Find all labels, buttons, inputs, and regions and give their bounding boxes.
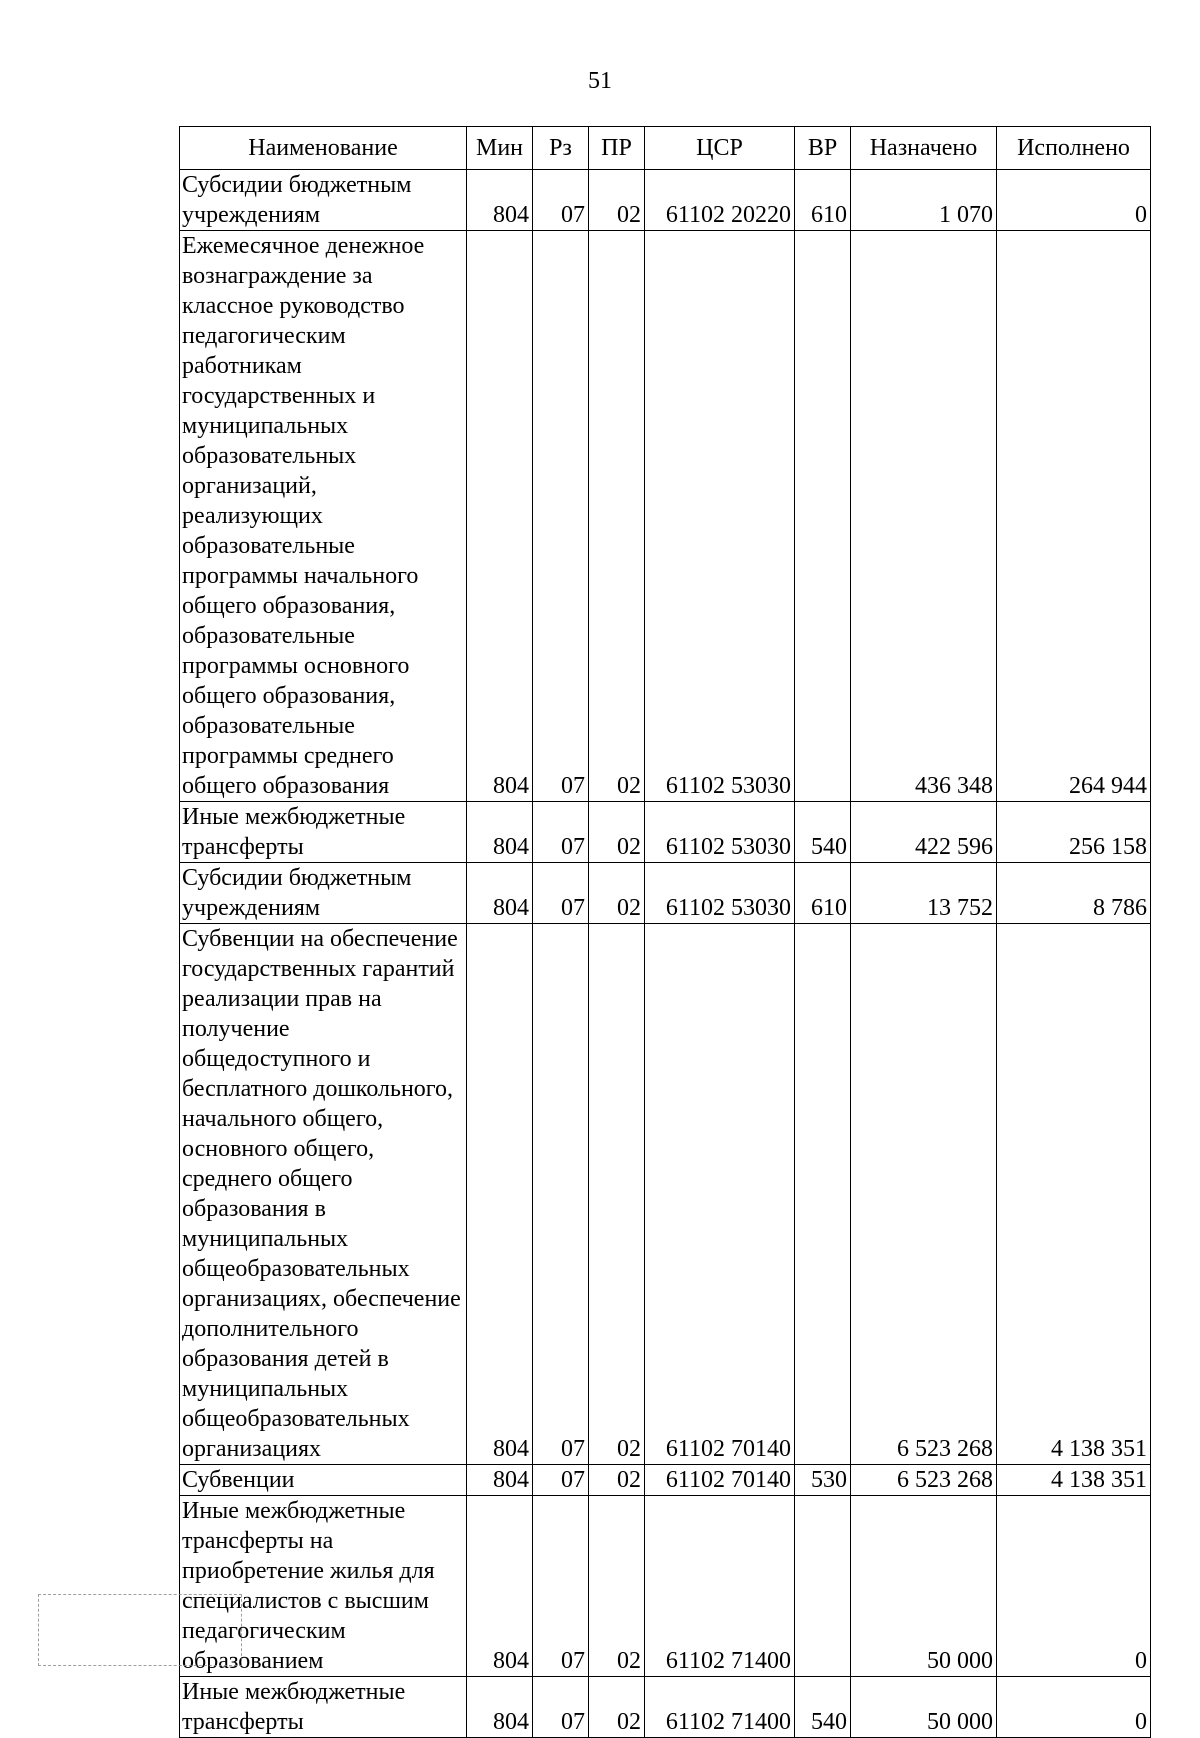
table-row	[180, 863, 1151, 924]
cell-vr: 540	[795, 802, 851, 863]
cell-csr: 61102 70140	[645, 924, 795, 1465]
cell-name: Субвенции	[180, 1465, 467, 1496]
table-row	[180, 924, 1151, 1465]
cell-csr: 61102 53030	[645, 802, 795, 863]
header-csr: ЦСР	[645, 127, 795, 170]
cell-vr: 540	[795, 1677, 851, 1738]
ministry-stamp	[38, 1594, 242, 1666]
header-vr: ВР	[795, 127, 851, 170]
cell-pr: 02	[589, 1465, 645, 1496]
cell-min: 804	[467, 924, 533, 1465]
cell-name: Субвенции на обеспечение государственных гарантий реализации прав на получение общедоступного и бесплатного дошкольного, начального общего, основного общего, среднего общего образования в муниципальных общеобразовательных организациях, обеспечение дополнительного образования детей в муниципальных общеобразовательных организациях	[180, 924, 467, 1465]
cell-pr: 02	[589, 863, 645, 924]
cell-min: 804	[467, 1465, 533, 1496]
table-row	[180, 1677, 1151, 1738]
cell-min: 804	[467, 170, 533, 231]
cell-csr: 61102 53030	[645, 863, 795, 924]
cell-name: Субсидии бюджетным учреждениям	[180, 863, 467, 924]
table-header-row	[180, 127, 1151, 170]
cell-executed: 0	[997, 1496, 1151, 1677]
cell-min: 804	[467, 863, 533, 924]
cell-min: 804	[467, 1496, 533, 1677]
cell-vr	[795, 924, 851, 1465]
cell-executed: 4 138 351	[997, 1465, 1151, 1496]
cell-rz: 07	[533, 863, 589, 924]
cell-pr: 02	[589, 1496, 645, 1677]
cell-executed: 0	[997, 170, 1151, 231]
header-assigned: Назначено	[851, 127, 997, 170]
header-executed: Исполнено	[997, 127, 1151, 170]
cell-rz: 07	[533, 231, 589, 802]
header-min: Мин	[467, 127, 533, 170]
cell-executed: 8 786	[997, 863, 1151, 924]
cell-assigned: 6 523 268	[851, 1465, 997, 1496]
cell-csr: 61102 20220	[645, 170, 795, 231]
table-row	[180, 1496, 1151, 1677]
budget-table	[179, 126, 1151, 1738]
cell-rz: 07	[533, 1465, 589, 1496]
cell-rz: 07	[533, 170, 589, 231]
cell-assigned: 436 348	[851, 231, 997, 802]
cell-pr: 02	[589, 1677, 645, 1738]
cell-csr: 61102 53030	[645, 231, 795, 802]
cell-rz: 07	[533, 802, 589, 863]
cell-pr: 02	[589, 170, 645, 231]
cell-vr: 610	[795, 863, 851, 924]
cell-min: 804	[467, 802, 533, 863]
cell-assigned: 13 752	[851, 863, 997, 924]
cell-name: Иные межбюджетные трансферты	[180, 802, 467, 863]
cell-pr: 02	[589, 231, 645, 802]
cell-name: Иные межбюджетные трансферты	[180, 1677, 467, 1738]
cell-assigned: 50 000	[851, 1496, 997, 1677]
table-row	[180, 231, 1151, 802]
cell-rz: 07	[533, 924, 589, 1465]
cell-assigned: 422 596	[851, 802, 997, 863]
header-name: Наименование	[180, 127, 467, 170]
header-pr: ПР	[589, 127, 645, 170]
table-row	[180, 802, 1151, 863]
cell-name: Субсидии бюджетным учреждениям	[180, 170, 467, 231]
cell-executed: 0	[997, 1677, 1151, 1738]
table-row	[180, 1465, 1151, 1496]
page-number: 51	[588, 68, 612, 94]
cell-assigned: 50 000	[851, 1677, 997, 1738]
cell-min: 804	[467, 1677, 533, 1738]
cell-csr: 61102 71400	[645, 1677, 795, 1738]
cell-name: Ежемесячное денежное вознаграждение за классное руководство педагогическим работникам государственных и муниципальных образовательных организаций, реализующих образовательные программы начального общего образования, образовательные программы основного общего образования, образовательные программы среднего общего образования	[180, 231, 467, 802]
cell-rz: 07	[533, 1677, 589, 1738]
cell-vr	[795, 1496, 851, 1677]
cell-vr: 530	[795, 1465, 851, 1496]
cell-vr: 610	[795, 170, 851, 231]
cell-min: 804	[467, 231, 533, 802]
cell-executed: 256 158	[997, 802, 1151, 863]
cell-csr: 61102 71400	[645, 1496, 795, 1677]
cell-csr: 61102 70140	[645, 1465, 795, 1496]
cell-vr	[795, 231, 851, 802]
cell-name: Иные межбюджетные трансферты на приобретение жилья для специалистов с высшим педагогическим образованием	[180, 1496, 467, 1677]
cell-assigned: 1 070	[851, 170, 997, 231]
cell-executed: 264 944	[997, 231, 1151, 802]
cell-pr: 02	[589, 802, 645, 863]
table-row	[180, 170, 1151, 231]
cell-pr: 02	[589, 924, 645, 1465]
cell-rz: 07	[533, 1496, 589, 1677]
cell-assigned: 6 523 268	[851, 924, 997, 1465]
cell-executed: 4 138 351	[997, 924, 1151, 1465]
header-rz: Рз	[533, 127, 589, 170]
